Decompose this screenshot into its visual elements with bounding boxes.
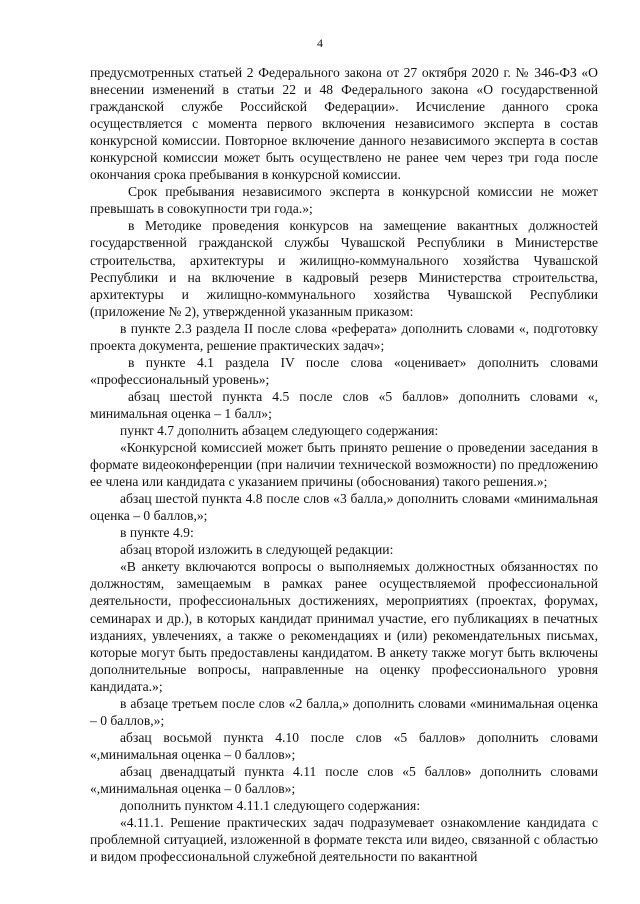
paragraph: в Методике проведения конкурсов на замещение вакантных должностей государственной гражданской службы Чувашской Республики в Министерстве строительства, архитектуры и жилищно-коммунального хозяйства Чувашской Республики и на включение в кадровый резерв Министерства строительства, архитектуры и жилищно-коммунального хозяйства Чувашской Республики (приложение № 2), утвержденной указанным приказом:	[90, 218, 598, 319]
paragraph: «4.11.1. Решение практических задач подразумевает ознакомление кандидата с проблемной ситуацией, изложенной в формате текста или видео, связанной с областью и видом профессиональной служебной деятельности по вакантной	[90, 815, 598, 865]
paragraph: абзац двенадцатый пункта 4.11 после слов «5 баллов» дополнить словами «,минимальная оценка – 0 баллов»;	[90, 763, 598, 796]
paragraph: абзац шестой пункта 4.5 после слов «5 баллов» дополнить словами «, минимальная оценка – 1 балл»;	[90, 388, 598, 421]
document-body	[90, 64, 598, 865]
paragraph: в абзаце третьем после слов «2 балла,» дополнить словами «минимальная оценка – 0 баллов,»;	[90, 695, 598, 728]
paragraph: в пункте 4.9:	[120, 525, 194, 541]
paragraph: абзац шестой пункта 4.8 после слов «3 балла,» дополнить словами «минимальная оценка – 0 баллов,»;	[90, 491, 598, 524]
paragraph: абзац второй изложить в следующей редакции:	[120, 542, 394, 558]
paragraph: «Конкурсной комиссией может быть принято решение о проведении заседания в формате видеоконференции (при наличии технической возможности) по предложению ее члена или кандидата с указанием причины (обоснования) такого решения.»;	[90, 440, 598, 490]
paragraph: дополнить пунктом 4.11.1 следующего содержания:	[120, 798, 421, 814]
paragraph: «В анкету включаются вопросы о выполняемых должностных обязанностях по должностям, замещаемым в рамках ранее осуществляемой профессиональной деятельности, профессиональных достижениях, мероприятиях (проектах, форумах, семинарах и др.), в которых кандидат принимал участие, его публикациях в печатных изданиях, увлечениях, а также о рекомендациях и (или) рекомендательных письмах, которые могут быть предоставлены кандидатом. В анкету также могут быть включены дополнительные вопросы, направленные на оценку профессионального уровня кандидата.»;	[90, 559, 598, 694]
paragraph: пункт 4.7 дополнить абзацем следующего содержания:	[120, 422, 439, 438]
page-number: 4	[317, 36, 323, 50]
paragraph: в пункте 4.1 раздела IV после слова «оценивает» дополнить словами «профессиональный уровень»;	[90, 354, 598, 387]
paragraph: абзац восьмой пункта 4.10 после слов «5 баллов» дополнить словами «,минимальная оценка – 0 баллов»;	[90, 729, 598, 762]
paragraph: предусмотренных статьей 2 Федерального закона от 27 октября 2020 г. № 346-ФЗ «О внесении изменений в статьи 22 и 48 Федерального закона «О государственной гражданской службе Российской Федерации». Исчисление данного срока осуществляется с момента первого включения независимого эксперта в состав конкурсной комиссии. Повторное включение данного независимого эксперта в состав конкурсной комиссии может быть осуществлено не ранее чем через три года после окончания срока пребывания в конкурсной комиссии.	[90, 65, 598, 183]
paragraph: Срок пребывания независимого эксперта в конкурсной комиссии не может превышать в совокупности три года.»;	[90, 184, 598, 217]
paragraph: в пункте 2.3 раздела II после слова «реферата» дополнить словами «, подготовку проекта документа, решение практических задач»;	[90, 320, 598, 353]
